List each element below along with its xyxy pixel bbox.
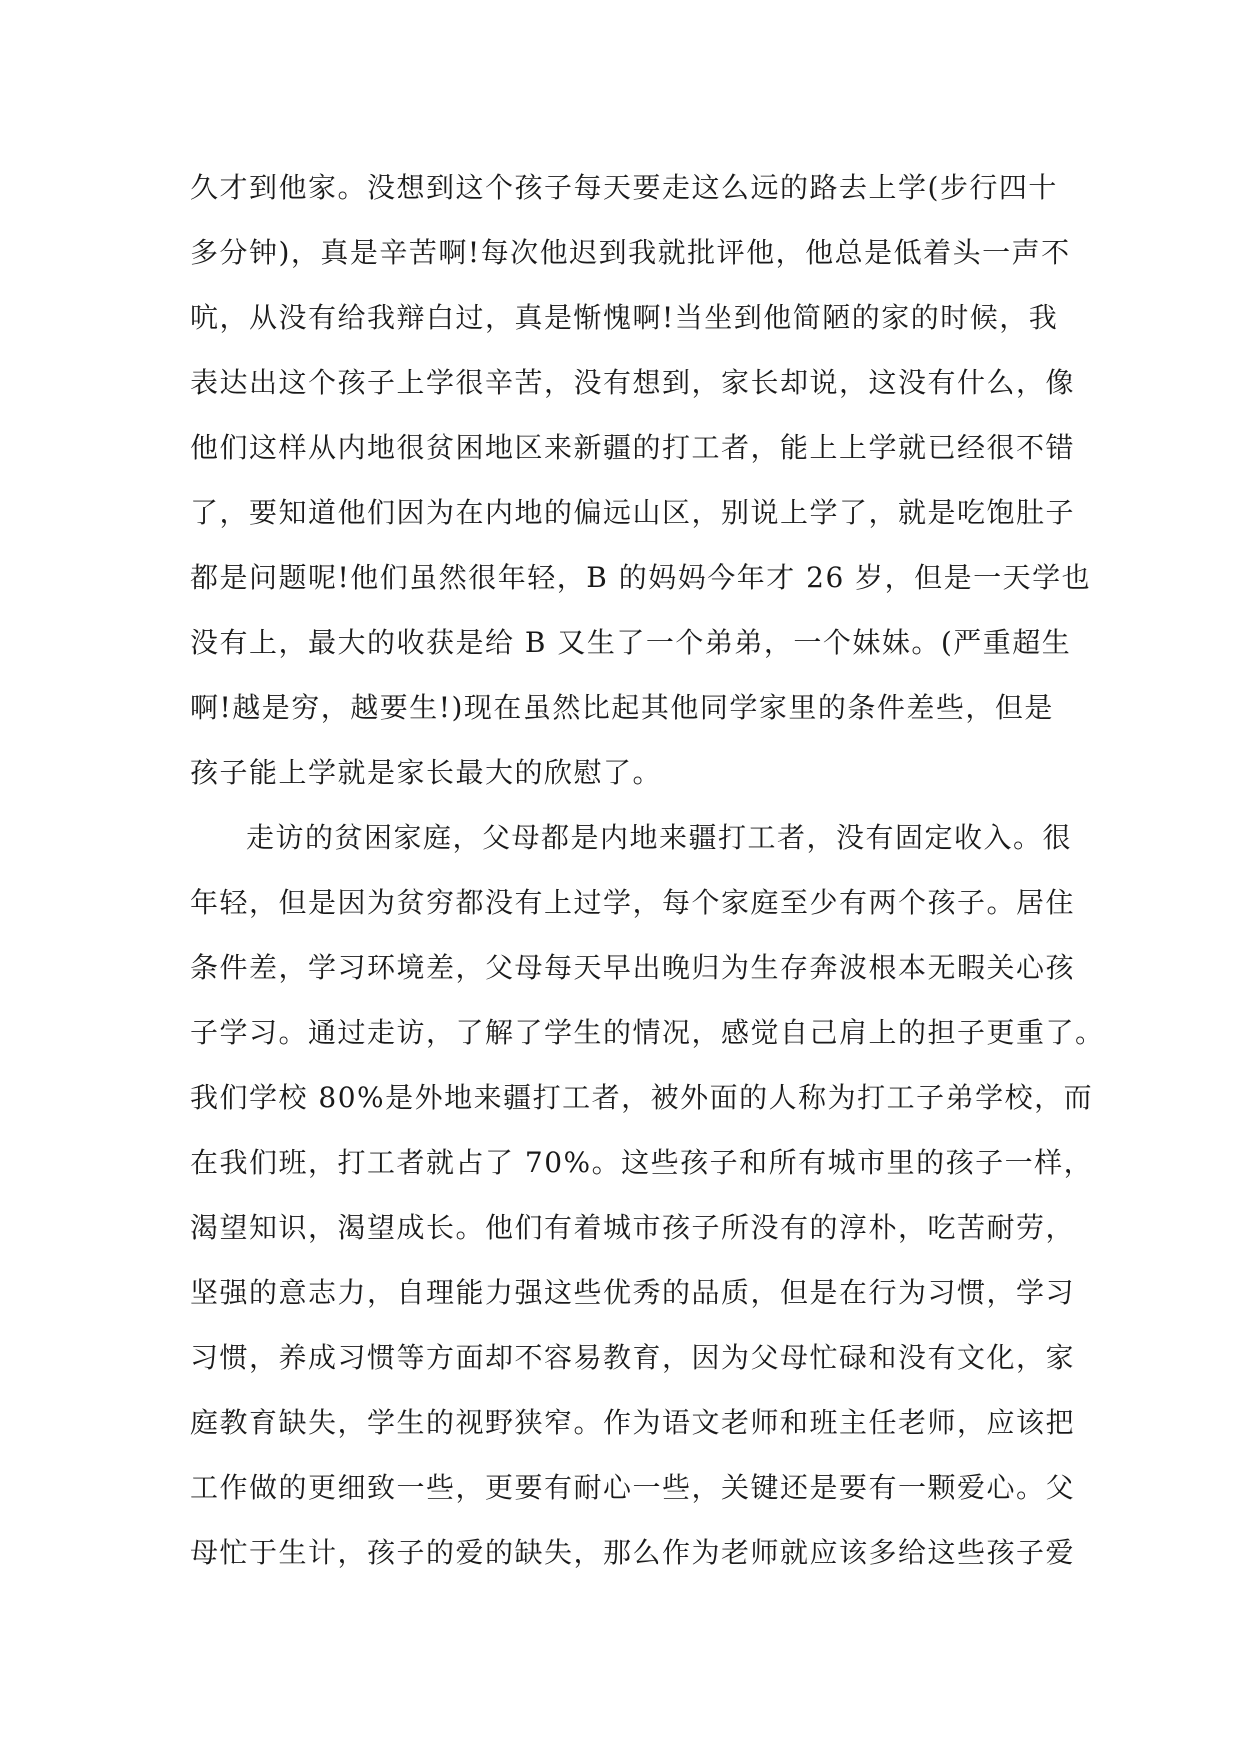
- text-line: 在我们班，打工者就占了 70%。这些孩子和所有城市里的孩子一样，: [190, 1146, 1094, 1179]
- text-line: 庭教育缺失，学生的视野狭窄。作为语文老师和班主任老师，应该把: [190, 1406, 1076, 1439]
- text-line: 久才到他家。没想到这个孩子每天要走这么远的路去上学(步行四十: [190, 171, 1058, 204]
- text-line: 子学习。通过走访，了解了学生的情况，感觉自己肩上的担子更重了。: [190, 1016, 1105, 1049]
- text-line: 都是问题呢!他们虽然很年轻，B 的妈妈今年才 26 岁，但是一天学也: [190, 561, 1092, 594]
- text-line: 习惯，养成习惯等方面却不容易教育，因为父母忙碌和没有文化，家: [190, 1341, 1076, 1374]
- text-line: 母忙于生计，孩子的爱的缺失，那么作为老师就应该多给这些孩子爱: [190, 1536, 1076, 1569]
- text-line: 啊!越是穷，越要生!)现在虽然比起其他同学家里的条件差些，但是: [190, 691, 1054, 724]
- paragraph-first-line: 走访的贫困家庭，父母都是内地来疆打工者，没有固定收入。很: [246, 821, 1073, 854]
- text-line: 年轻，但是因为贫穷都没有上过学，每个家庭至少有两个孩子。居住: [190, 886, 1076, 919]
- text-line: 条件差，学习环境差，父母每天早出晚归为生存奔波根本无暇关心孩: [190, 951, 1076, 984]
- text-line: 吭，从没有给我辩白过，真是惭愧啊!当坐到他简陋的家的时候，我: [190, 301, 1059, 334]
- text-line: 我们学校 80%是外地来疆打工者，被外面的人称为打工子弟学校，而: [190, 1081, 1094, 1114]
- text-line: 孩子能上学就是家长最大的欣慰了。: [190, 756, 663, 789]
- text-line: 表达出这个孩子上学很辛苦，没有想到，家长却说，这没有什么，像: [190, 366, 1076, 399]
- text-line: 没有上，最大的收获是给 B 又生了一个弟弟，一个妹妹。(严重超生: [190, 626, 1072, 659]
- text-line: 渴望知识，渴望成长。他们有着城市孩子所没有的淳朴，吃苦耐劳，: [190, 1211, 1076, 1244]
- text-line: 坚强的意志力，自理能力强这些优秀的品质，但是在行为习惯，学习: [190, 1276, 1076, 1309]
- text-line: 了，要知道他们因为在内地的偏远山区，别说上学了，就是吃饱肚子: [190, 496, 1076, 529]
- text-line: 工作做的更细致一些，更要有耐心一些，关键还是要有一颗爱心。父: [190, 1471, 1076, 1504]
- text-line: 他们这样从内地很贫困地区来新疆的打工者，能上上学就已经很不错: [190, 431, 1076, 464]
- text-line: 多分钟)，真是辛苦啊!每次他迟到我就批评他，他总是低着头一声不: [190, 236, 1071, 269]
